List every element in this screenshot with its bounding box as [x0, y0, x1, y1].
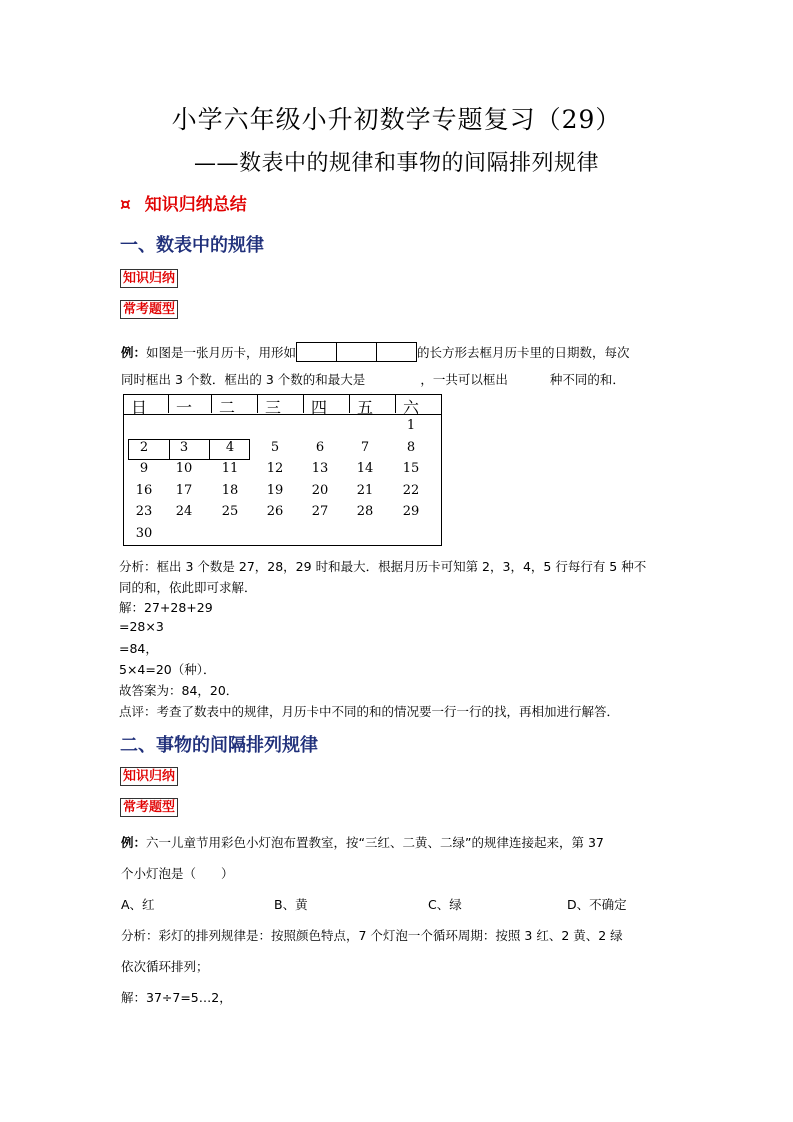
- calendar-day-cell: 17: [175, 483, 193, 498]
- section-1-common-badge: 常考题型: [120, 300, 178, 319]
- calendar-day-cell: 28: [356, 504, 374, 519]
- section-1-heading: 一、数表中的规律: [120, 235, 264, 256]
- example-1-line-1: [121, 342, 630, 362]
- calendar-day-cell: 21: [356, 483, 374, 498]
- section-1-knowledge-badge: 知识归纳: [120, 269, 178, 288]
- solution-line: 解：27+28+29: [119, 600, 213, 615]
- example-1-text-d: ，一共可以框出: [420, 372, 508, 387]
- solution-line: 5×4=20（种）．: [119, 662, 216, 677]
- section-2-heading: 二、事物的间隔排列规律: [120, 735, 318, 756]
- rectangle-frame-shape: [296, 342, 417, 362]
- section-2-knowledge-badge: 知识归纳: [120, 767, 178, 786]
- knowledge-summary-header: [120, 190, 247, 215]
- calendar-day-cell: 23: [135, 504, 153, 519]
- calendar-header-cell: 二: [212, 395, 258, 413]
- option-a: A、红: [121, 897, 155, 912]
- example-2-line-1: [121, 833, 604, 851]
- calendar-day-cell: 1: [406, 418, 416, 433]
- calendar-day-cell: 6: [315, 440, 325, 455]
- section-2-common-badge: 常考题型: [120, 798, 178, 817]
- bullet-icon: ¤: [120, 195, 131, 215]
- calendar-day-cell: 19: [266, 483, 284, 498]
- calendar-header-cell: 三: [258, 395, 304, 413]
- calendar-day-cell: 11: [221, 461, 239, 476]
- option-c: C、绿: [428, 897, 462, 912]
- analysis-line: 同的和，依此即可求解．: [119, 580, 257, 595]
- calendar-day-cell: 8: [406, 440, 416, 455]
- calendar-day-cell: 10: [175, 461, 193, 476]
- calendar-day-cell: 14: [356, 461, 374, 476]
- solution-2-line: 解：37÷7=5…2，: [121, 990, 232, 1005]
- solution-line: =28×3: [119, 619, 164, 634]
- analysis-line: 分析：框出 3 个数是 27，28，29 时和最大．根据月历卡可知第 2，3，4，5 行每行有 5 种不: [119, 559, 647, 574]
- example-1-text-a: 如图是一张月历卡，用形如: [146, 345, 297, 360]
- page-title: 小学六年级小升初数学专题复习（29）: [171, 105, 622, 134]
- example-label: 例：: [121, 835, 147, 850]
- calendar-day-cell: 18: [221, 483, 239, 498]
- calendar-day-cell: 5: [270, 440, 280, 455]
- example-1-text-b: 的长方形去框月历卡里的日期数，每次: [417, 345, 630, 360]
- calendar-day-cell: 15: [402, 461, 420, 476]
- calendar-day-cell: 30: [135, 526, 153, 541]
- example-2-text: 六一儿童节用彩色小灯泡布置教室，按“三红、二黄、二绿”的规律连接起来，第 37: [146, 835, 604, 850]
- option-b: B、黄: [274, 897, 308, 912]
- analysis-2-line-2: 依次循环排列；: [121, 959, 209, 974]
- calendar-day-cell: 26: [266, 504, 284, 519]
- example-1-text-c: 同时框出 3 个数．框出的 3 个数的和最大是: [121, 372, 366, 387]
- knowledge-summary-title: 知识归纳总结: [144, 195, 247, 215]
- calendar-header-cell: 日: [124, 395, 169, 413]
- calendar-day-cell: 25: [221, 504, 239, 519]
- calendar-header-cell: 六: [403, 398, 420, 417]
- calendar-day-cell: 13: [311, 461, 329, 476]
- analysis-2-line-1: 分析：彩灯的排列规律是：按照颜色特点，7 个灯泡一个循环周期：按照 3 红、2 黄、2 绿: [121, 928, 623, 943]
- calendar-day-cell: 2: [139, 440, 149, 455]
- calendar-header-divider: [124, 414, 441, 415]
- calendar-day-cell: 12: [266, 461, 284, 476]
- answer-line: 故答案为：84，20．: [119, 683, 239, 698]
- calendar-day-cell: 20: [311, 483, 329, 498]
- calendar-header-cell: 五: [350, 395, 396, 413]
- option-d: D、不确定: [567, 897, 627, 912]
- example-1-line-2: [121, 370, 625, 388]
- example-1-text-e: 种不同的和．: [549, 372, 625, 387]
- calendar-day-cell: 7: [360, 440, 370, 455]
- page-subtitle: ——数表中的规律和事物的间隔排列规律: [193, 151, 599, 176]
- calendar-day-cell: 24: [175, 504, 193, 519]
- calendar-day-cell: 22: [402, 483, 420, 498]
- calendar-table: [123, 394, 442, 546]
- calendar-day-cell: 3: [179, 440, 189, 455]
- comment-line: 点评：考查了数表中的规律，月历卡中不同的和的情况要一行一行的找，再相加进行解答．: [119, 704, 620, 719]
- solution-line: =84，: [119, 641, 158, 656]
- calendar-header-cell: 一: [169, 395, 212, 413]
- calendar-header-cell: 四: [304, 395, 350, 413]
- example-label: 例：: [121, 345, 147, 360]
- example-2-line-2: 个小灯泡是（ ）: [121, 866, 234, 881]
- calendar-day-cell: 9: [139, 461, 149, 476]
- calendar-day-cell: 16: [135, 483, 153, 498]
- calendar-day-cell: 27: [311, 504, 329, 519]
- calendar-day-cell: 4: [225, 440, 235, 455]
- calendar-day-cell: 29: [402, 504, 420, 519]
